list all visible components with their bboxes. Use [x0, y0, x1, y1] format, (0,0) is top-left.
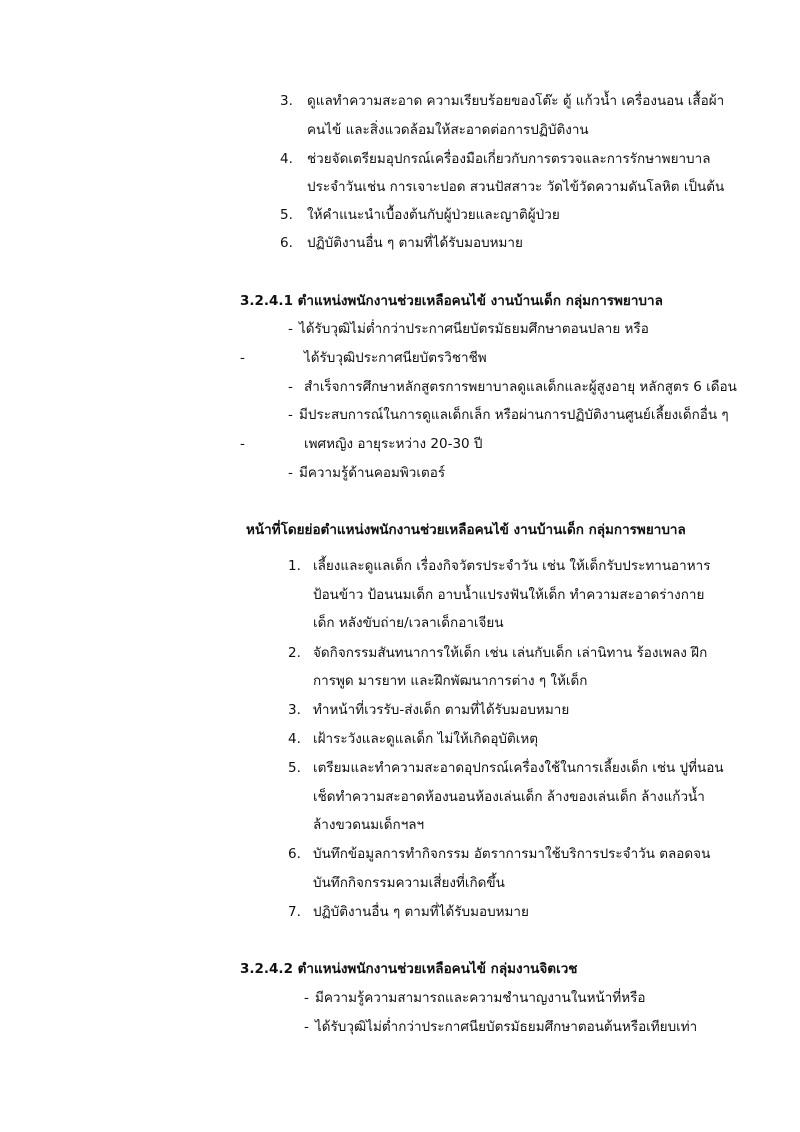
list-item-text: จัดกิจกรรมสันทนาการให้เด็ก เช่น เล่นกับเด็ก เล่านิทาน ร้องเพลง ฝึก [313, 645, 708, 661]
list-item-text: เช็ดทำความสะอาดห้องนอนห้องเล่นเด็ก ล้างของเล่นเด็ก ล้างแก้วน้ำ [313, 789, 705, 805]
list-item-text: เด็ก หลังขับถ่าย/เวลาเด็กอาเจียน [313, 615, 504, 631]
requirement-item: มีความรู้ความสามารถและความชำนาญงานในหน้าที่หรือ [315, 990, 646, 1006]
list-item-text: ปฏิบัติงานอื่น ๆ ตามที่ได้รับมอบหมาย [307, 235, 523, 251]
bullet-dash: - [304, 990, 309, 1006]
section-heading: 3.2.4.1 ตำแหน่งพนักงานช่วยเหลือคนไข้ งานบ้านเด็ก กลุ่มการพยาบาล [240, 293, 663, 309]
list-item-number: 6. [280, 235, 293, 251]
list-item-text: คนไข้ และสิ่งแวดล้อมให้สะอาดต่อการปฏิบัติงาน [307, 122, 589, 138]
list-item-number: 4. [280, 151, 293, 167]
list-item-text: ดูแลทำความสะอาด ความเรียบร้อยของโต๊ะ ตู้ แก้วน้ำ เครื่องนอน เสื้อผ้า [307, 93, 725, 109]
bullet-dash: - [288, 465, 293, 481]
list-item-number: 3. [280, 93, 293, 109]
list-item-text: ป้อนข้าว ป้อนนมเด็ก อาบน้ำแปรงฟันให้เด็ก ทำความสะอาดร่างกาย [313, 587, 705, 603]
list-item-number: 5. [288, 760, 301, 776]
bullet-dash: - [288, 321, 293, 337]
list-item-number: 6. [288, 846, 301, 862]
bullet-dash: - [288, 407, 293, 423]
requirement-item: มีประสบการณ์ในการดูแลเด็กเล็ก หรือผ่านการปฏิบัติงานศูนย์เลี้ยงเด็กอื่น ๆ [299, 407, 729, 423]
list-item-number: 4. [288, 731, 301, 747]
bullet-dash: - [304, 1019, 309, 1035]
list-item-text: บันทึกข้อมูลการทำกิจกรรม อัตราการมาใช้บริการประจำวัน ตลอดจน [313, 846, 711, 862]
list-item-text: ทำหน้าที่เวรรับ-ส่งเด็ก ตามที่ได้รับมอบหมาย [313, 702, 570, 718]
bullet-dash: - [240, 350, 245, 366]
requirement-item: ได้รับวุฒิไม่ต่ำกว่าประกาศนียบัตรมัธยมศึกษาตอนต้นหรือเทียบเท่า [315, 1019, 698, 1035]
requirement-item: ได้รับวุฒิไม่ต่ำกว่าประกาศนียบัตรมัธยมศึกษาตอนปลาย หรือ [299, 321, 649, 337]
requirement-item: สำเร็จการศึกษาหลักสูตรการพยาบาลดูแลเด็กและผู้สูงอายุ หลักสูตร 6 เดือน [304, 379, 737, 395]
section-heading: 3.2.4.2 ตำแหน่งพนักงานช่วยเหลือคนไข้ กลุ่มงานจิตเวช [240, 961, 578, 977]
list-item-number: 7. [288, 904, 301, 920]
list-item-text: บันทึกกิจกรรมความเสี่ยงที่เกิดขึ้น [313, 875, 505, 891]
section-heading: หน้าที่โดยย่อตำแหน่งพนักงานช่วยเหลือคนไข้ งานบ้านเด็ก กลุ่มการพยาบาล [246, 522, 686, 538]
list-item-text: การพูด มารยาท และฝึกพัฒนาการต่าง ๆ ให้เด็ก [313, 673, 588, 689]
list-item-text: ประจำวันเช่น การเจาะปอด สวนปัสสาวะ วัดไข้วัดความดันโลหิต เป็นต้น [307, 179, 725, 195]
bullet-dash: - [240, 436, 245, 452]
requirement-item: ได้รับวุฒิประกาศนียบัตรวิชาชีพ [304, 350, 487, 366]
requirement-item: เพศหญิง อายุระหว่าง 20-30 ปี [304, 436, 483, 452]
bullet-dash: - [288, 379, 293, 395]
list-item-number: 2. [288, 645, 301, 661]
list-item-text: เลี้ยงและดูแลเด็ก เรื่องกิจวัตรประจำวัน เช่น ให้เด็กรับประทานอาหาร [313, 558, 711, 574]
list-item-number: 5. [280, 207, 293, 223]
list-item-number: 3. [288, 702, 301, 718]
list-item-text: ให้คำแนะนำเบื้องต้นกับผู้ป่วยและญาติผู้ป่วย [307, 207, 560, 223]
list-item-text: ช่วยจัดเตรียมอุปกรณ์เครื่องมือเกี่ยวกับการตรวจและการรักษาพยาบาล [307, 151, 711, 167]
list-item-text: ปฏิบัติงานอื่น ๆ ตามที่ได้รับมอบหมาย [313, 904, 529, 920]
list-item-number: 1. [288, 558, 301, 574]
list-item-text: เฝ้าระวังและดูแลเด็ก ไม่ให้เกิดอุบัติเหตุ [313, 731, 539, 747]
list-item-text: ล้างขวดนมเด็กฯลฯ [313, 817, 425, 833]
requirement-item: มีความรู้ด้านคอมพิวเตอร์ [299, 465, 446, 481]
list-item-text: เตรียมและทำความสะอาดอุปกรณ์เครื่องใช้ในการเลี้ยงเด็ก เช่น ปูที่นอน [313, 760, 724, 776]
